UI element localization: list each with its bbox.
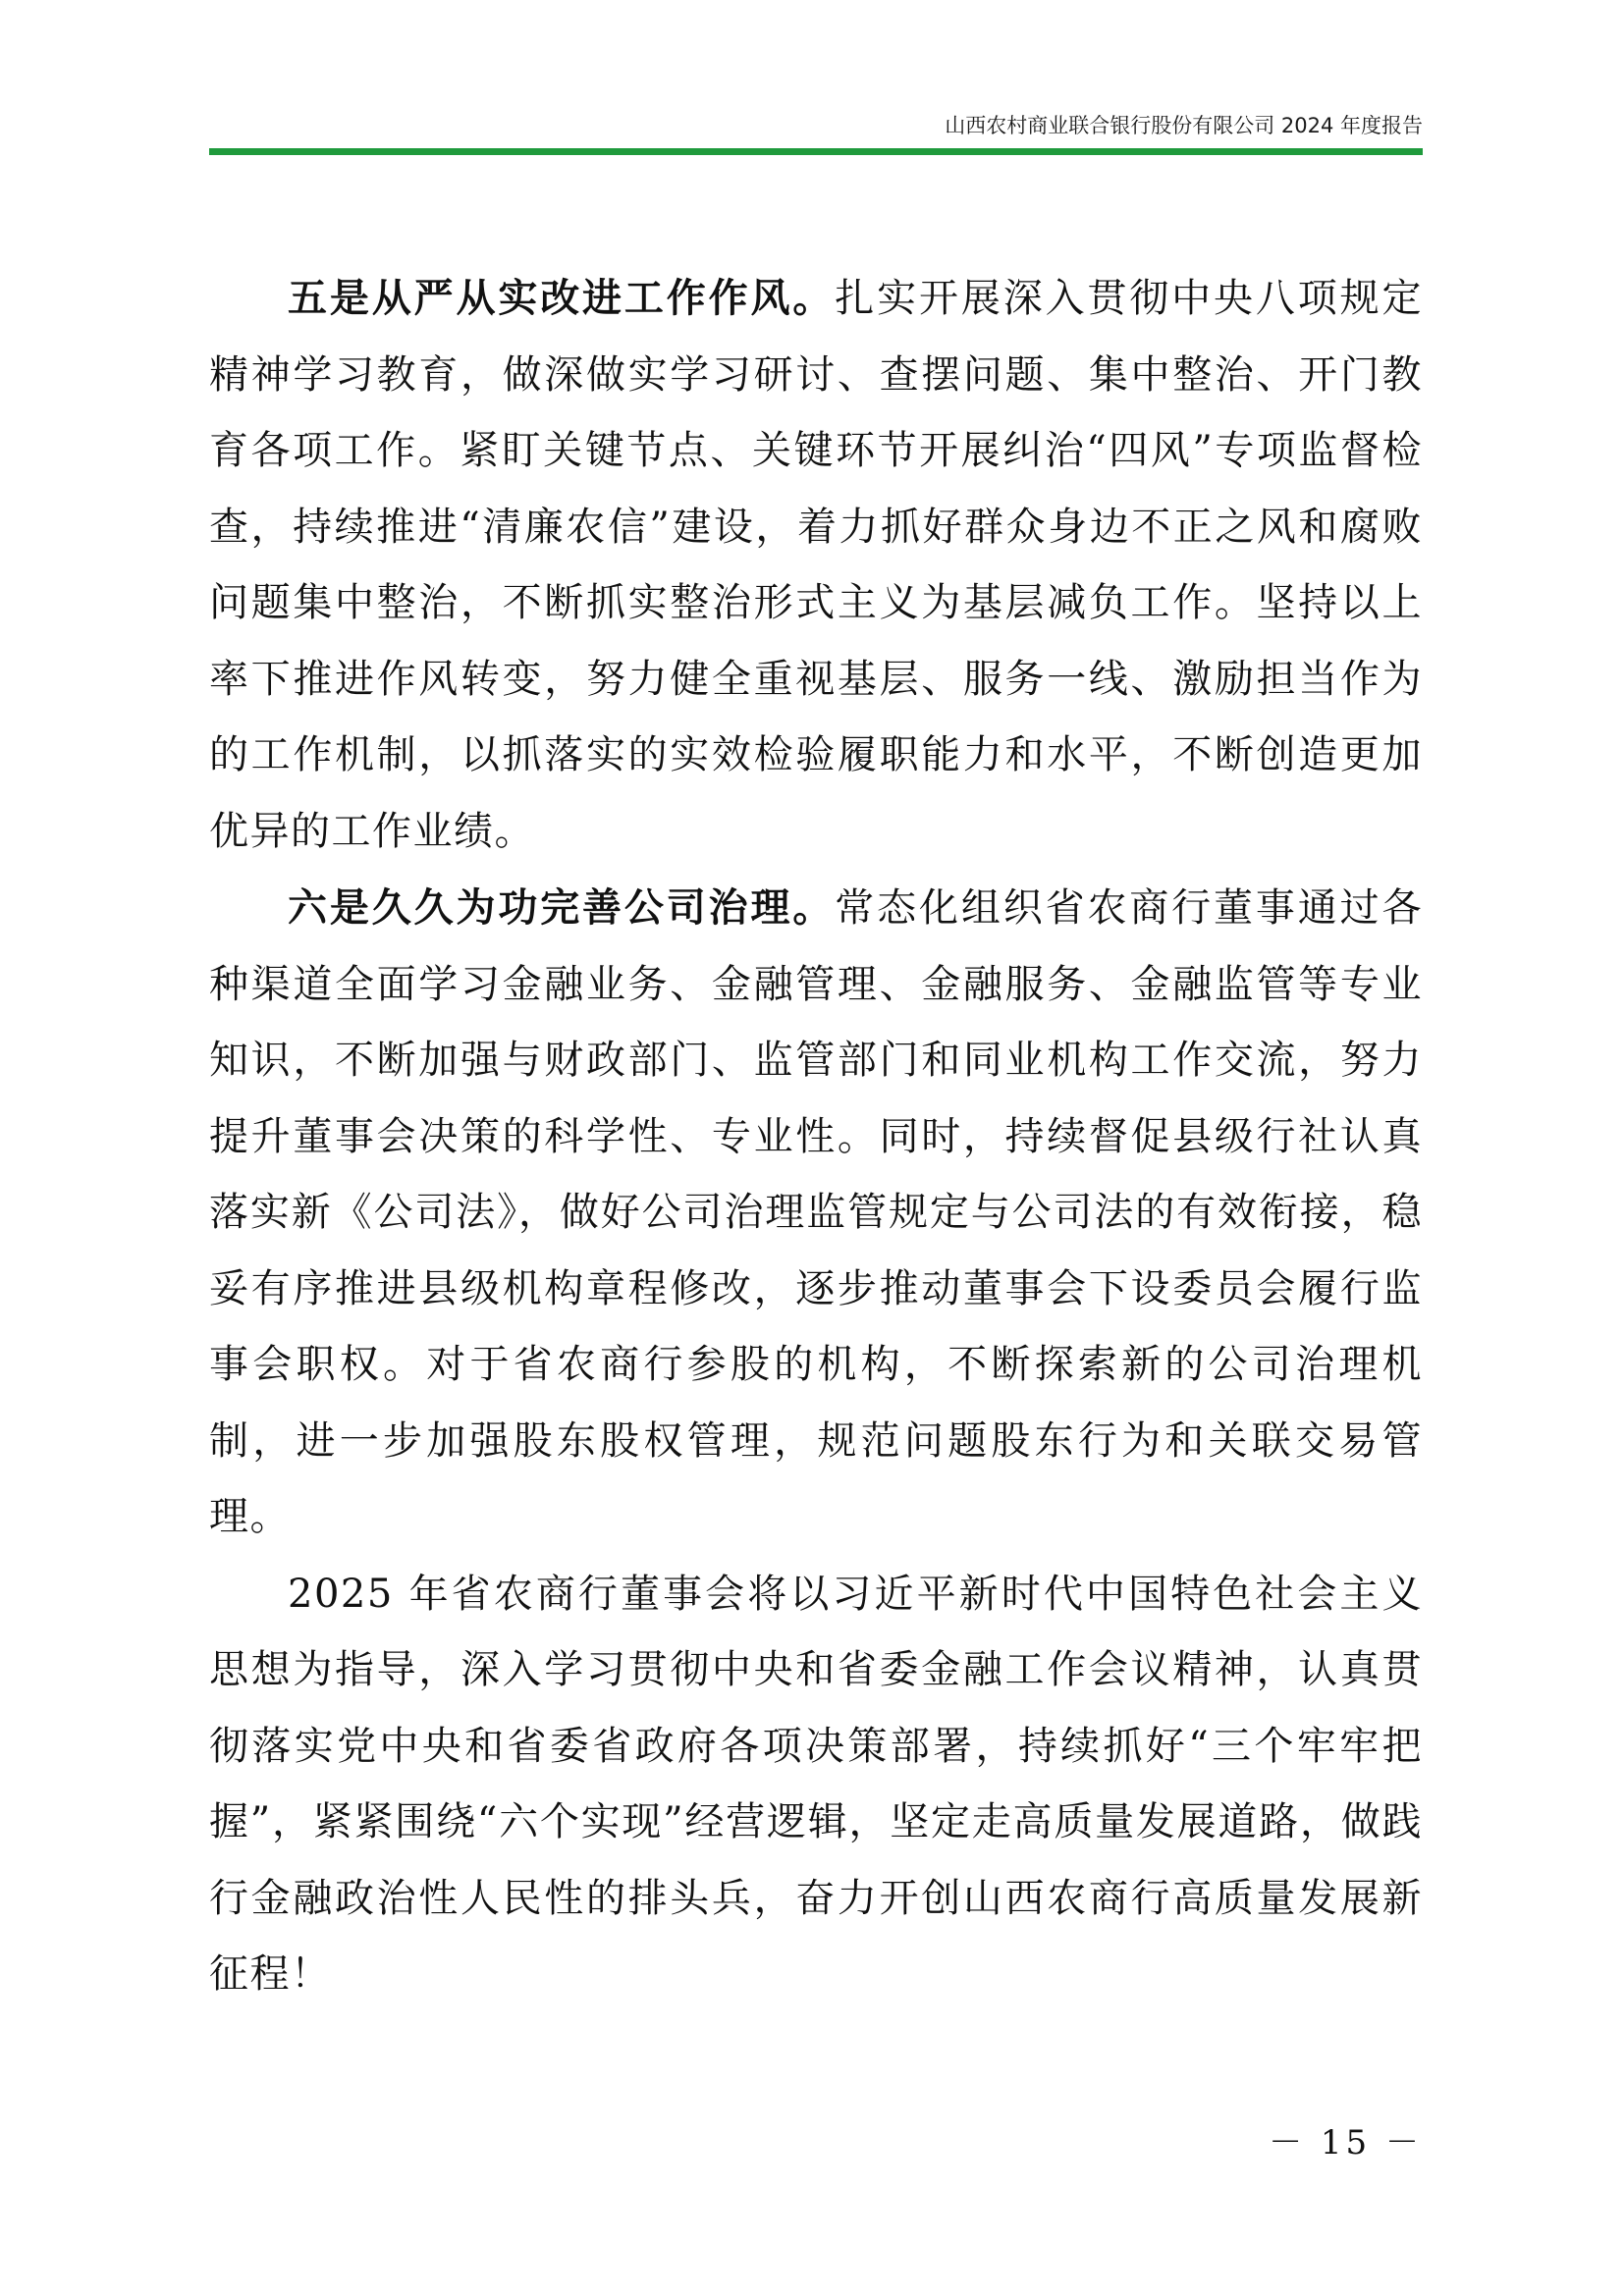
page-number: － 15 － [1269, 2123, 1423, 2163]
paragraph-lead: 五是从严从实改进工作作风。 [288, 275, 836, 321]
report-title: 山西农村商业联合银行股份有限公司 2024 年度报告 [945, 114, 1423, 137]
paragraph-governance [209, 870, 1423, 1556]
paragraph-conduct [209, 260, 1423, 870]
header-rule [209, 148, 1423, 155]
paragraph-lead: 六是久久为功完善公司治理。 [288, 884, 836, 931]
page-header [209, 110, 1423, 153]
paragraph-text: 2025 年省农商行董事会将以习近平新时代中国特色社会主义思想为指导，深入学习贯彻中央和省委金融工作会议精神，认真贯彻落实党中央和省委省政府各项决策部署，持续抓好“三个牢牢把握”，紧紧围绕“六个实现”经营逻辑，坚定走高质量发展道路，做践行金融政治性人民性的排头兵，奋力开创山西农商行高质量发展新征程！ [209, 1571, 1423, 1997]
paragraph-outlook-2025 [209, 1556, 1423, 2013]
paragraph-text: 常态化组织省农商行董事通过各种渠道全面学习金融业务、金融管理、金融服务、金融监管等专业知识，不断加强与财政部门、监管部门和同业机构工作交流，努力提升董事会决策的科学性、专业性。同时，持续督促县级行社认真落实新《公司法》，做好公司治理监管规定与公司法的有效衔接，稳妥有序推进县级机构章程修改，逐步推动董事会下设委员会履行监事会职权。对于省农商行参股的机构，不断探索新的公司治理机制，进一步加强股东股权管理，规范问题股东行为和关联交易管理。 [209, 885, 1423, 1539]
document-body [209, 260, 1423, 2013]
paragraph-text: 扎实开展深入贯彻中央八项规定精神学习教育，做深做实学习研讨、查摆问题、集中整治、开门教育各项工作。紧盯关键节点、关键环节开展纠治“四风”专项监督检查，持续推进“清廉农信”建设，着力抓好群众身边不正之风和腐败问题集中整治，不断抓实整治形式主义为基层减负工作。坚持以上率下推进作风转变，努力健全重视基层、服务一线、激励担当作为的工作机制，以抓落实的实效检验履职能力和水平，不断创造更加优异的工作业绩。 [209, 276, 1423, 854]
